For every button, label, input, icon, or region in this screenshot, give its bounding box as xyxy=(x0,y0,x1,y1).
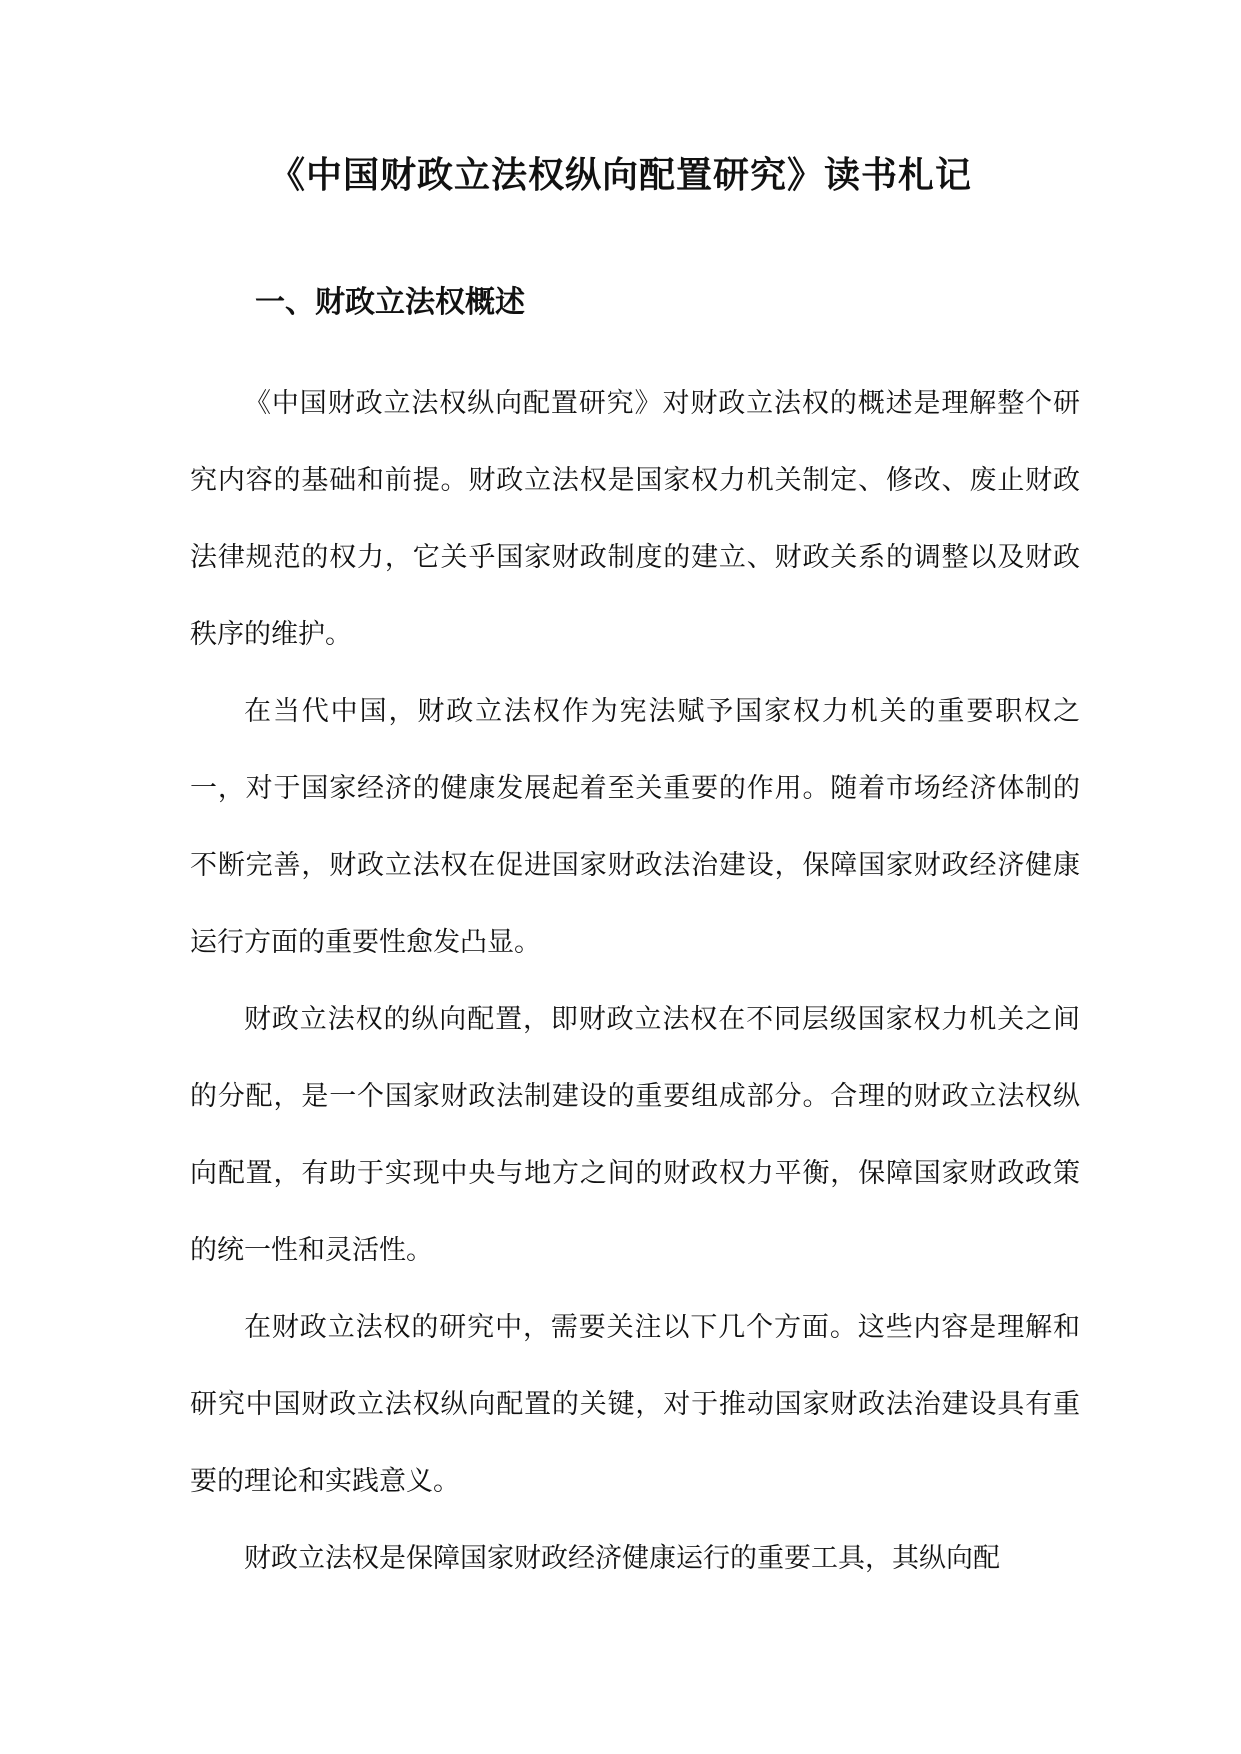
paragraph: 《中国财政立法权纵向配置研究》对财政立法权的概述是理解整个研究内容的基础和前提。财政立法权是国家权力机关制定、修改、废止财政法律规范的权力，它关乎国家财政制度的建立、财政关系的调整以及财政秩序的维护。 xyxy=(190,388,1080,650)
body-text xyxy=(190,365,1080,1597)
section-heading: 一、财政立法权概述 xyxy=(255,285,525,320)
paragraph: 财政立法权是保障国家财政经济健康运行的重要工具，其纵向配 xyxy=(244,1543,1000,1574)
paragraph: 在财政立法权的研究中，需要关注以下几个方面。这些内容是理解和研究中国财政立法权纵向配置的关键，对于推动国家财政法治建设具有重要的理论和实践意义。 xyxy=(190,1312,1080,1497)
paragraph: 在当代中国，财政立法权作为宪法赋予国家权力机关的重要职权之一，对于国家经济的健康发展起着至关重要的作用。随着市场经济体制的不断完善，财政立法权在促进国家财政法治建设，保障国家财政经济健康运行方面的重要性愈发凸显。 xyxy=(190,696,1080,958)
paragraph: 财政立法权的纵向配置，即财政立法权在不同层级国家权力机关之间的分配，是一个国家财政法制建设的重要组成部分。合理的财政立法权纵向配置，有助于实现中央与地方之间的财政权力平衡，保障国家财政政策的统一性和灵活性。 xyxy=(190,1004,1080,1266)
document-title: 《中国财政立法权纵向配置研究》读书札记 xyxy=(268,155,972,196)
